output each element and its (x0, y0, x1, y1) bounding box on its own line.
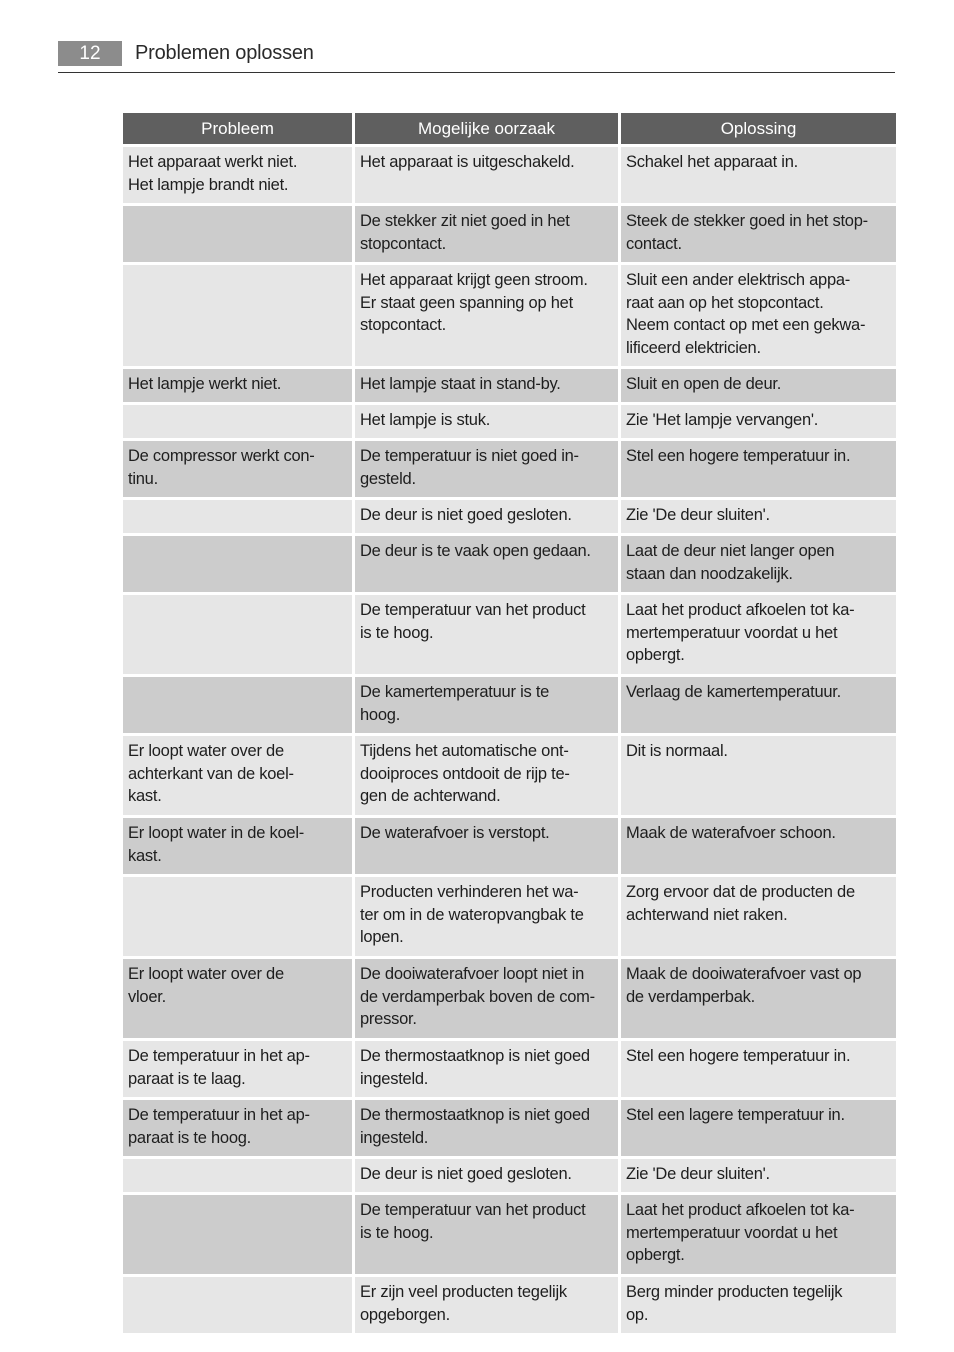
solution-cell-text: Stel een hogere temperatuur in. (626, 1047, 851, 1065)
solution-cell-text: Stel een lagere temperatuur in. (626, 1106, 845, 1124)
cause-cell-text: De deur is niet goed gesloten. (360, 506, 572, 524)
table-row (123, 265, 896, 366)
cause-cell (355, 147, 618, 203)
solution-cell (621, 1277, 896, 1333)
solution-cell (621, 959, 896, 1038)
cause-cell-text: De deur is niet goed gesloten. (360, 1165, 572, 1183)
problem-cell (123, 677, 352, 733)
cause-cell (355, 265, 618, 366)
problem-cell-text: De compressor werkt con- tinu. (128, 447, 315, 488)
solution-cell (621, 677, 896, 733)
cause-cell (355, 1159, 618, 1192)
table-row (123, 500, 896, 533)
problem-cell-text: Het lampje werkt niet. (128, 375, 282, 393)
cause-cell (355, 959, 618, 1038)
table-row (123, 959, 896, 1038)
problem-cell (123, 147, 352, 203)
problem-cell (123, 206, 352, 262)
table-row (123, 818, 896, 874)
solution-cell (621, 206, 896, 262)
cause-cell-text: Er zijn veel producten tegelijk opgeborgen. (360, 1283, 567, 1324)
troubleshooting-table (120, 110, 899, 1336)
solution-cell (621, 877, 896, 956)
cause-cell (355, 1195, 618, 1274)
cause-cell-text: De waterafvoer is verstopt. (360, 824, 550, 842)
table-row (123, 441, 896, 497)
table-body (123, 147, 896, 1333)
solution-cell-text: Maak de waterafvoer schoon. (626, 824, 836, 842)
solution-cell (621, 1195, 896, 1274)
solution-cell (621, 818, 896, 874)
solution-cell-text: Zie 'Het lampje vervangen'. (626, 411, 819, 429)
cause-cell-text: De thermostaatknop is niet goed ingesteld. (360, 1047, 590, 1088)
problem-cell (123, 1159, 352, 1192)
table-row (123, 206, 896, 262)
problem-cell-text: Er loopt water in de koel- kast. (128, 824, 305, 865)
cause-cell (355, 677, 618, 733)
cause-cell (355, 441, 618, 497)
problem-cell-text: Er loopt water over de achterkant van de koel- kast. (128, 742, 294, 806)
table-row (123, 1041, 896, 1097)
cause-cell (355, 877, 618, 956)
cause-cell-text: Tijdens het automatische ont- dooiproces ontdooit de rijp te- gen de achterwand. (360, 742, 570, 806)
solution-cell-text: Zorg ervoor dat de producten de achterwand niet raken. (626, 883, 855, 924)
solution-cell (621, 441, 896, 497)
cause-cell (355, 818, 618, 874)
solution-cell (621, 536, 896, 592)
page-header (58, 40, 895, 73)
problem-cell (123, 877, 352, 956)
problem-cell-text: De temperatuur in het ap- paraat is te laag. (128, 1047, 310, 1088)
solution-cell-text: Maak de dooiwaterafvoer vast op de verdamperbak. (626, 965, 862, 1006)
table-row (123, 1159, 896, 1192)
cause-cell (355, 1041, 618, 1097)
column-header-cause: Mogelijke oorzaak (355, 113, 618, 144)
problem-cell (123, 536, 352, 592)
problem-cell (123, 959, 352, 1038)
table-row (123, 595, 896, 674)
cause-cell (355, 536, 618, 592)
cause-cell-text: Producten verhinderen het wa- ter om in de wateropvangbak te lopen. (360, 883, 584, 947)
table-row (123, 1100, 896, 1156)
solution-cell-text: Steek de stekker goed in het stop- contact. (626, 212, 868, 253)
solution-cell (621, 1100, 896, 1156)
solution-cell-text: Zie 'De deur sluiten'. (626, 506, 770, 524)
solution-cell (621, 1041, 896, 1097)
solution-cell-text: Zie 'De deur sluiten'. (626, 1165, 770, 1183)
problem-cell (123, 405, 352, 438)
problem-cell (123, 1195, 352, 1274)
solution-cell-text: Dit is normaal. (626, 742, 728, 760)
cause-cell-text: Het lampje is stuk. (360, 411, 491, 429)
table-row (123, 677, 896, 733)
cause-cell (355, 1100, 618, 1156)
cause-cell-text: Het lampje staat in stand-by. (360, 375, 561, 393)
cause-cell-text: De thermostaatknop is niet goed ingesteld. (360, 1106, 590, 1147)
cause-cell (355, 595, 618, 674)
solution-cell-text: Sluit en open de deur. (626, 375, 782, 393)
problem-cell (123, 1277, 352, 1333)
solution-cell-text: Laat het product afkoelen tot ka- mertemperatuur voordat u het opbergt. (626, 601, 855, 665)
page-number: 12 (58, 41, 122, 66)
cause-cell-text: Het apparaat krijgt geen stroom. Er staat geen spanning op het stopcontact. (360, 271, 588, 335)
solution-cell-text: Stel een hogere temperatuur in. (626, 447, 851, 465)
solution-cell (621, 369, 896, 402)
cause-cell-text: De temperatuur is niet goed in- gesteld. (360, 447, 579, 488)
problem-cell (123, 369, 352, 402)
cause-cell-text: De temperatuur van het product is te hoog. (360, 601, 586, 642)
solution-cell (621, 265, 896, 366)
section-title: Problemen oplossen (135, 42, 314, 64)
problem-cell (123, 1100, 352, 1156)
table-row (123, 736, 896, 815)
solution-cell (621, 405, 896, 438)
cause-cell-text: Het apparaat is uitgeschakeld. (360, 153, 575, 171)
cause-cell-text: De dooiwaterafvoer loopt niet in de verdamperbak boven de com- pressor. (360, 965, 595, 1029)
table-row (123, 877, 896, 956)
solution-cell-text: Laat de deur niet langer open staan dan noodzakelijk. (626, 542, 835, 583)
table-header-row (123, 113, 896, 144)
solution-cell (621, 500, 896, 533)
table-row (123, 147, 896, 203)
cause-cell (355, 736, 618, 815)
solution-cell-text: Berg minder producten tegelijk op. (626, 1283, 843, 1324)
solution-cell (621, 1159, 896, 1192)
cause-cell (355, 206, 618, 262)
cause-cell (355, 500, 618, 533)
column-header-problem: Probleem (123, 113, 352, 144)
table-row (123, 536, 896, 592)
cause-cell (355, 1277, 618, 1333)
table-row (123, 1277, 896, 1333)
cause-cell-text: De kamertemperatuur is te hoog. (360, 683, 550, 724)
cause-cell-text: De temperatuur van het product is te hoog. (360, 1201, 586, 1242)
problem-cell (123, 595, 352, 674)
table-row (123, 405, 896, 438)
solution-cell (621, 595, 896, 674)
problem-cell-text: De temperatuur in het ap- paraat is te hoog. (128, 1106, 310, 1147)
column-header-solution: Oplossing (621, 113, 896, 144)
cause-cell-text: De deur is te vaak open gedaan. (360, 542, 591, 560)
solution-cell-text: Schakel het apparaat in. (626, 153, 798, 171)
table-row (123, 369, 896, 402)
solution-cell-text: Verlaag de kamertemperatuur. (626, 683, 841, 701)
problem-cell (123, 265, 352, 366)
problem-cell (123, 818, 352, 874)
problem-cell (123, 736, 352, 815)
table-row (123, 1195, 896, 1274)
cause-cell (355, 369, 618, 402)
solution-cell (621, 736, 896, 815)
problem-cell-text: Er loopt water over de vloer. (128, 965, 284, 1006)
solution-cell-text: Laat het product afkoelen tot ka- mertemperatuur voordat u het opbergt. (626, 1201, 855, 1265)
cause-cell (355, 405, 618, 438)
solution-cell (621, 147, 896, 203)
problem-cell (123, 500, 352, 533)
problem-cell-text: Het apparaat werkt niet. Het lampje brandt niet. (128, 153, 298, 194)
problem-cell (123, 441, 352, 497)
problem-cell (123, 1041, 352, 1097)
cause-cell-text: De stekker zit niet goed in het stopcontact. (360, 212, 570, 253)
solution-cell-text: Sluit een ander elektrisch appa- raat aan op het stopcontact. Neem contact op met een gekwa- lificeerd elektricien. (626, 271, 866, 357)
